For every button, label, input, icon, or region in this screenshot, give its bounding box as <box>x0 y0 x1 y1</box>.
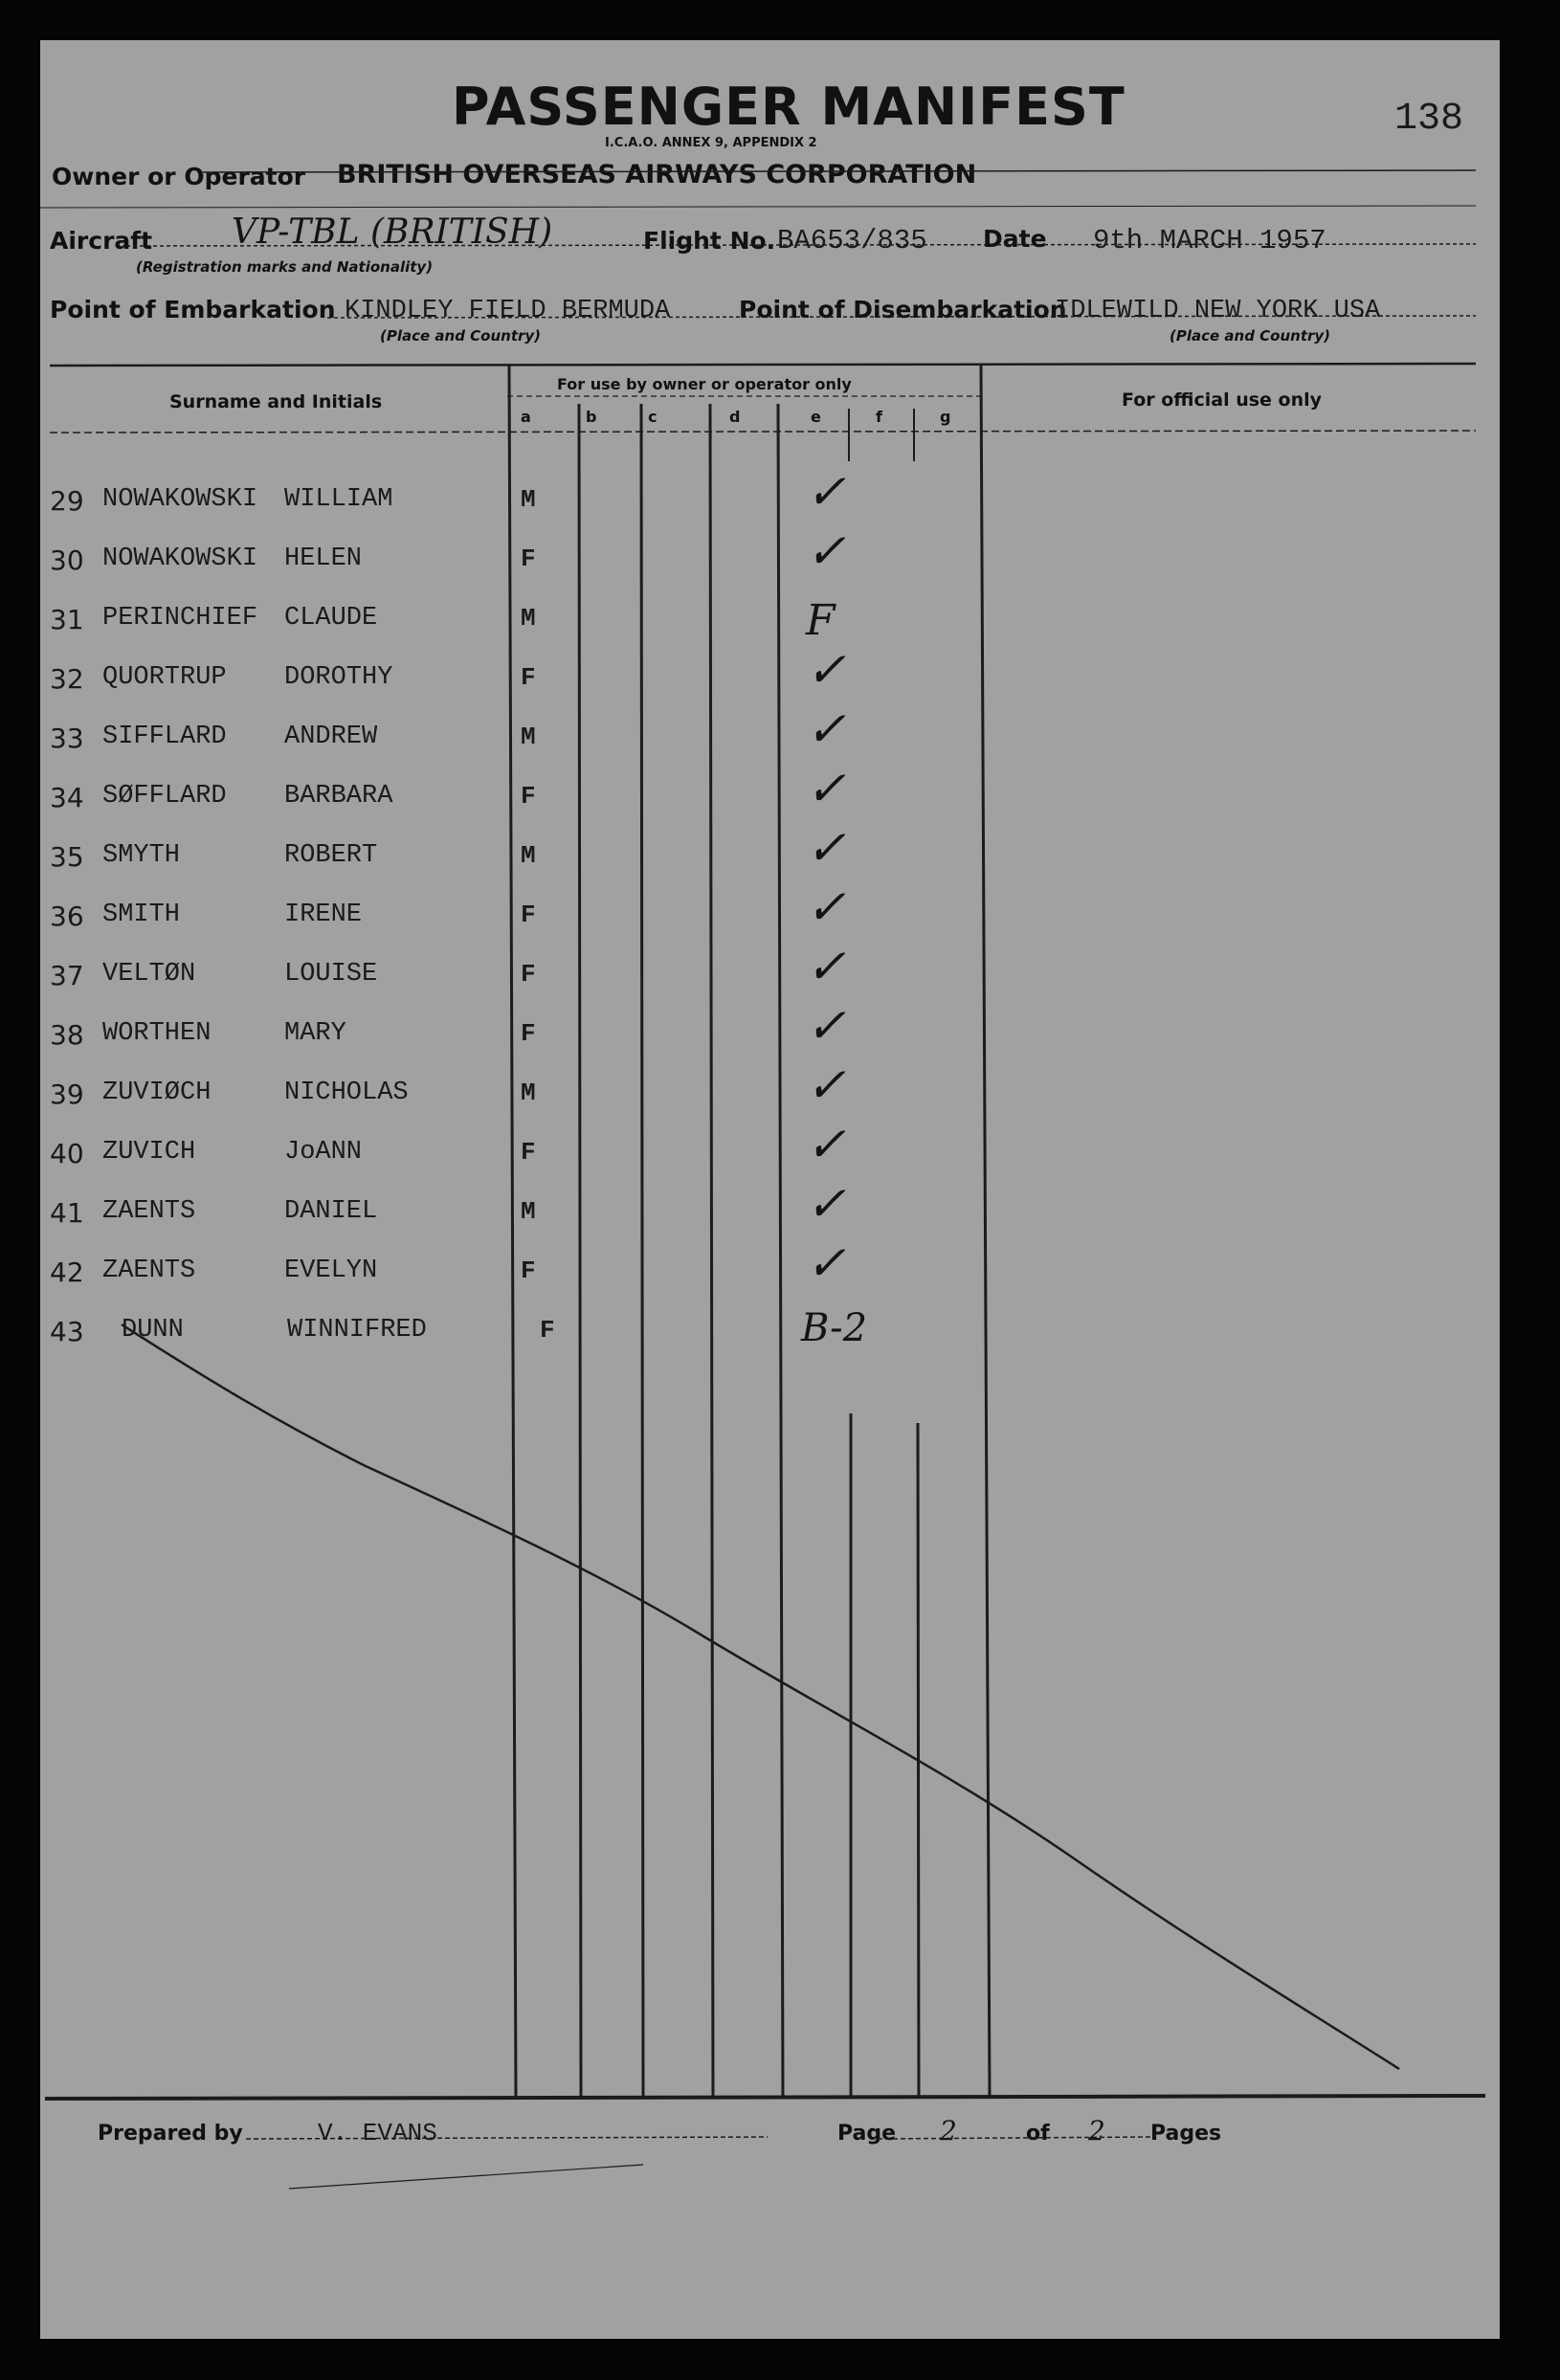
passenger-sex: F <box>521 663 536 692</box>
passenger-surname: ZAENTS <box>102 1197 196 1226</box>
sub-column-f: f <box>876 408 882 426</box>
column-owner-heading: For use by owner or operator only <box>557 375 852 393</box>
passenger-sex: M <box>521 485 536 514</box>
column-line-d <box>710 404 713 2098</box>
page-label: Page <box>837 2122 897 2146</box>
row-number: 42 <box>50 1257 84 1288</box>
check-mark: ✓ <box>806 464 846 520</box>
passenger-surname: DUNN <box>122 1316 184 1345</box>
passenger-sex: M <box>521 723 536 751</box>
passenger-sex: F <box>521 960 536 989</box>
check-mark: ✓ <box>806 820 846 876</box>
table-top-rule <box>50 364 1476 366</box>
row-number: 35 <box>50 841 84 873</box>
prepared-by-rule <box>246 2137 768 2139</box>
disembarkation-label: Point of Disembarkation <box>739 296 1067 323</box>
passenger-sex: F <box>521 782 536 811</box>
column-line-a <box>509 366 516 2098</box>
passenger-given-name: JoANN <box>284 1138 363 1167</box>
row-number: 34 <box>50 782 84 813</box>
page-rule <box>878 2137 1150 2139</box>
row-number: 37 <box>50 960 84 991</box>
row-number: 40 <box>50 1138 84 1169</box>
sub-column-e: e <box>811 408 821 426</box>
passenger-surname: PERINCHIEF <box>102 604 258 633</box>
passenger-sex: M <box>521 1079 536 1107</box>
row-number: 41 <box>50 1197 84 1229</box>
check-mark: ✓ <box>806 523 846 579</box>
passenger-given-name: DANIEL <box>284 1197 378 1226</box>
of-label: of <box>1026 2122 1050 2146</box>
passenger-given-name: IRENE <box>284 901 363 929</box>
operator-label: Owner or Operator <box>52 163 306 190</box>
check-mark: ✓ <box>806 642 846 698</box>
passenger-sex: M <box>521 1197 536 1226</box>
sub-column-b: b <box>586 408 597 426</box>
aircraft-rule <box>126 244 1476 246</box>
passenger-surname: SMITH <box>102 901 181 929</box>
disembarkation-note: (Place and Country) <box>1170 327 1331 345</box>
passenger-surname: NOWAKOWSKI <box>102 545 258 573</box>
check-mark: ✓ <box>806 1235 846 1291</box>
passenger-surname: QUORTRUP <box>102 663 227 692</box>
passenger-sex: F <box>521 1019 536 1048</box>
row-number: 38 <box>50 1019 84 1051</box>
date-label: Date <box>983 225 1047 253</box>
row-number: 43 <box>50 1316 84 1347</box>
passenger-sex: F <box>540 1316 555 1345</box>
passenger-given-name: CLAUDE <box>284 604 378 633</box>
sub-column-g: g <box>940 408 951 426</box>
sub-column-a: a <box>521 408 531 426</box>
row-number: 33 <box>50 723 84 754</box>
passenger-sex: F <box>521 545 536 573</box>
embarkation-value: KINDLEY FIELD BERMUDA <box>345 297 671 325</box>
passenger-sex: M <box>521 841 536 870</box>
passenger-given-name: ROBERT <box>284 841 378 870</box>
check-mark: F <box>806 596 836 645</box>
passenger-surname: NOWAKOWSKI <box>102 485 258 514</box>
check-mark: ✓ <box>806 761 846 816</box>
table-heading-rule <box>50 431 1476 433</box>
passenger-surname: ZAENTS <box>102 1257 196 1285</box>
passenger-surname: SIFFLARD <box>102 723 227 751</box>
date-value: 9th MARCH 1957 <box>1093 225 1326 256</box>
signature-stroke <box>289 2165 643 2189</box>
embarkation-label: Point of Embarkation <box>50 296 336 323</box>
passenger-surname: ZUVICH <box>102 1138 196 1167</box>
total-pages-value: 2 <box>1088 2115 1105 2146</box>
passenger-given-name: ANDREW <box>284 723 378 751</box>
page-value: 2 <box>940 2115 957 2146</box>
passenger-sex: F <box>521 1138 536 1167</box>
check-mark: ✓ <box>806 939 846 994</box>
passenger-surname: SMYTH <box>102 841 181 870</box>
passenger-sex: F <box>521 901 536 929</box>
passenger-given-name: BARBARA <box>284 782 393 811</box>
operator-value: BRITISH OVERSEAS AIRWAYS CORPORATION <box>337 160 977 189</box>
passenger-surname: WORTHEN <box>102 1019 212 1048</box>
flight-value: BA653/835 <box>777 225 927 256</box>
row-number: 29 <box>50 485 84 517</box>
column-official-heading: For official use only <box>1122 389 1323 411</box>
aircraft-label: Aircraft <box>50 227 153 255</box>
embarkation-rule <box>327 316 1476 318</box>
passenger-sex: M <box>521 604 536 633</box>
aircraft-note: (Registration marks and Nationality) <box>136 258 434 276</box>
passenger-surname: SØFFLARD <box>102 782 227 811</box>
passenger-given-name: EVELYN <box>284 1257 378 1285</box>
check-mark: ✓ <box>806 701 846 757</box>
embarkation-note: (Place and Country) <box>380 327 542 345</box>
page-title: PASSENGER MANIFEST <box>452 77 1125 137</box>
column-line-e <box>778 404 783 2098</box>
passenger-given-name: NICHOLAS <box>284 1079 409 1107</box>
operator-rule <box>203 170 1476 172</box>
row-number: 32 <box>50 663 84 695</box>
check-mark: ✓ <box>806 1117 846 1172</box>
cancellation-stroke <box>122 1324 1399 2069</box>
passenger-given-name: MARY <box>284 1019 346 1048</box>
row-number: 30 <box>50 545 84 576</box>
flight-label: Flight No. <box>643 227 776 255</box>
prepared-by-value: V. EVANS <box>318 2119 437 2147</box>
prepared-by-label: Prepared by <box>98 2122 243 2146</box>
sub-column-c: c <box>648 408 657 426</box>
passenger-given-name: WILLIAM <box>284 485 393 514</box>
check-mark: ✓ <box>806 998 846 1054</box>
page-subtitle: I.C.A.O. ANNEX 9, APPENDIX 2 <box>605 136 817 150</box>
passenger-sex: F <box>521 1257 536 1285</box>
aircraft-value: VP-TBL (BRITISH) <box>232 212 553 252</box>
column-line-official <box>981 366 990 2098</box>
column-name-heading: Surname and Initials <box>169 391 383 412</box>
pages-label: Pages <box>1150 2122 1222 2146</box>
passenger-surname: VELTØN <box>102 960 196 989</box>
row-number: 39 <box>50 1079 84 1110</box>
disembarkation-value: IDLEWILD NEW YORK USA <box>1055 297 1381 325</box>
form-rules <box>40 40 1500 2339</box>
check-mark: B-2 <box>801 1306 868 1350</box>
passenger-given-name: WINNIFRED <box>287 1316 427 1345</box>
column-line-c <box>641 404 643 2098</box>
passenger-given-name: DOROTHY <box>284 663 393 692</box>
passenger-given-name: LOUISE <box>284 960 378 989</box>
row-number: 36 <box>50 901 84 932</box>
table-bottom-rule <box>45 2096 1485 2099</box>
check-mark: ✓ <box>806 1057 846 1113</box>
manifest-page <box>40 40 1500 2339</box>
row-number: 31 <box>50 604 84 635</box>
page-number: 138 <box>1394 98 1464 141</box>
check-mark: ✓ <box>806 1176 846 1232</box>
check-mark: ✓ <box>806 879 846 935</box>
sub-column-d: d <box>729 408 741 426</box>
passenger-surname: ZUVIØCH <box>102 1079 212 1107</box>
passenger-given-name: HELEN <box>284 545 363 573</box>
header-divider <box>40 206 1476 208</box>
column-line-b <box>579 404 581 2098</box>
